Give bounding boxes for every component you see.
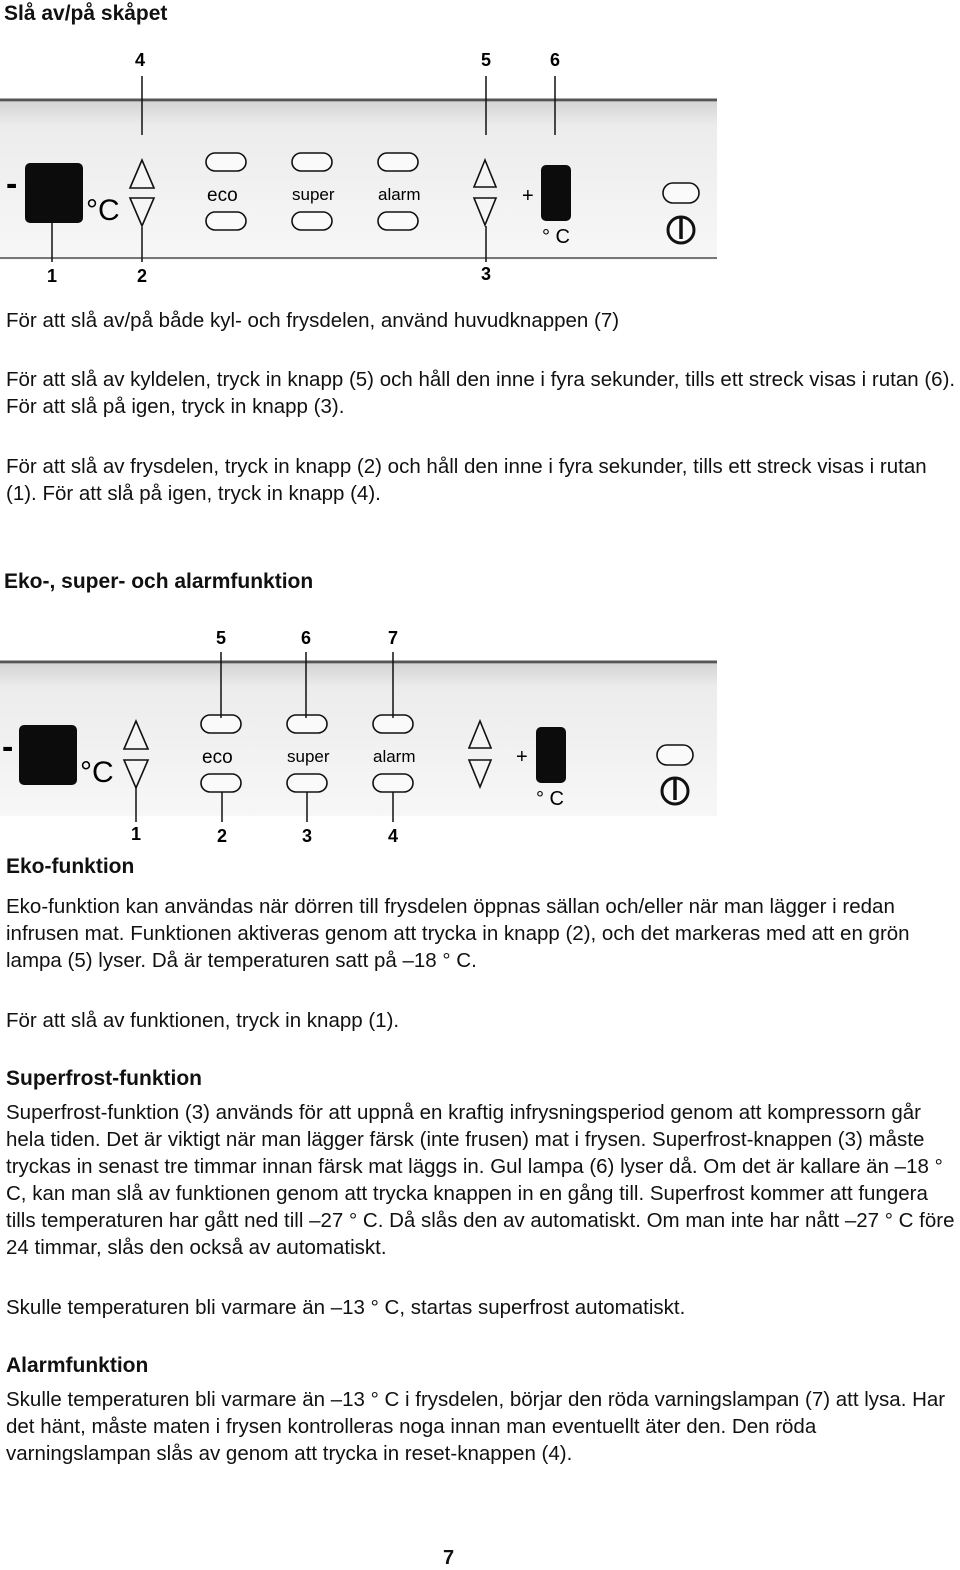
control-panel-diagram-2	[0, 620, 960, 850]
panel-background	[0, 664, 717, 816]
eco-button[interactable]	[201, 774, 241, 792]
plus-label: +	[522, 185, 534, 207]
alarm-paragraph-1: Skulle temperaturen bli varmare än –13 ° C i frysdelen, börjar den röda varningslampan (7) att lysa. Har det hänt, måste maten i frysen kontrolleras noga innan man eventuellt äter den. Den röda varningslampan slås av genom att trycka in reset-knappen (4).	[6, 1388, 946, 1465]
eko-heading: Eko-funktion	[6, 855, 135, 878]
callout-top-3: 6	[549, 50, 561, 70]
callout-bottom-3: 3	[480, 264, 492, 284]
eco-label: eco	[207, 185, 238, 206]
eco-button[interactable]	[206, 212, 246, 230]
super-lamp	[292, 153, 332, 171]
callout-bottom-1: 1	[46, 266, 58, 286]
callout-top-1: 4	[134, 50, 146, 70]
section-title-on-off: Slå av/på skåpet	[4, 2, 168, 25]
callout-bottom-3: 3	[301, 826, 313, 846]
eko-paragraph-1: Eko-funktion kan användas när dörren till frysdelen öppnas sällan och/eller när man lägger i redan infrusen mat. Funktionen aktiveras genom att trycka in knapp (2), och det markeras med att en grön lampa (5) lyser. Då är temperaturen satt på –18 ° C.	[6, 895, 910, 972]
eco-label: eco	[202, 747, 233, 768]
minus-label: -	[6, 165, 18, 203]
fridge-display	[541, 165, 571, 221]
panel-background	[0, 102, 717, 260]
super-label: super	[287, 747, 330, 766]
plus-label: +	[516, 746, 528, 768]
alarm-button[interactable]	[378, 212, 418, 230]
fridge-display	[536, 727, 566, 783]
superfrost-paragraph-2: Skulle temperaturen bli varmare än –13 ° C, startas superfrost automatiskt.	[6, 1296, 686, 1319]
callout-bottom-4: 4	[387, 826, 399, 846]
on-off-paragraph-3: För att slå av frysdelen, tryck in knapp (2) och håll den inne i fyra sekunder, tills ett streck visas i rutan (1). För att slå på igen, tryck in knapp (4).	[6, 455, 927, 505]
super-label: super	[292, 185, 335, 204]
power-icon[interactable]	[668, 217, 694, 243]
celsius-label-right: ° C	[536, 788, 564, 810]
callout-top-3: 7	[387, 628, 399, 648]
section-title-functions: Eko-, super- och alarmfunktion	[4, 570, 314, 593]
superfrost-heading: Superfrost-funktion	[6, 1067, 202, 1090]
freezer-display	[25, 163, 83, 223]
on-off-paragraph-1: För att slå av/på både kyl- och frysdelen, använd huvudknappen (7)	[6, 309, 620, 332]
alarm-button[interactable]	[373, 774, 413, 792]
power-lamp	[657, 745, 693, 765]
callout-bottom-1: 1	[130, 824, 142, 844]
alarm-heading: Alarmfunktion	[6, 1354, 149, 1377]
power-lamp	[663, 183, 699, 203]
callout-top-2: 6	[300, 628, 312, 648]
callout-top-1: 5	[215, 628, 227, 648]
celsius-label-left: °C	[80, 756, 114, 789]
eko-paragraph-2: För att slå av funktionen, tryck in knapp (1).	[6, 1009, 400, 1032]
callout-bottom-2: 2	[216, 826, 228, 846]
on-off-paragraph-2: För att slå av kyldelen, tryck in knapp (5) och håll den inne i fyra sekunder, tills ett streck visas i rutan (6). För att slå på igen, tryck in knapp (3).	[6, 368, 956, 418]
alarm-label: alarm	[378, 185, 421, 204]
callout-bottom-2: 2	[136, 266, 148, 286]
page-number: 7	[443, 1547, 455, 1569]
celsius-label-left: °C	[86, 194, 120, 227]
alarm-label: alarm	[373, 747, 416, 766]
alarm-lamp	[378, 153, 418, 171]
celsius-label-right: ° C	[542, 226, 570, 248]
minus-label: -	[2, 728, 14, 766]
superfrost-paragraph-1: Superfrost-funktion (3) används för att uppnå en kraftig infrysningsperiod genom att kompressorn går hela tiden. Det är viktigt när man lägger färsk (inte frusen) mat i frysen. Superfrost-knappen (3) måste tryckas in senast tre timmar innan färsk mat läggs in. Gul lampa (6) lyser då. Om det är kallare än –18 ° C, kan man slå av funktionen genom att trycka knappen in en gång till. Superfrost kommer att fungera tills temperaturen har gått ned till –27 ° C. Då slås den av automatiskt. Om man inte har nått –27 ° C före 24 timmar, slås den också av automatiskt.	[6, 1101, 955, 1259]
callout-top-2: 5	[480, 50, 492, 70]
super-lamp	[287, 715, 327, 733]
super-button[interactable]	[287, 774, 327, 792]
freezer-display	[19, 725, 77, 785]
control-panel-diagram-1	[0, 40, 960, 290]
power-icon[interactable]	[662, 778, 688, 804]
eco-lamp	[206, 153, 246, 171]
super-button[interactable]	[292, 212, 332, 230]
